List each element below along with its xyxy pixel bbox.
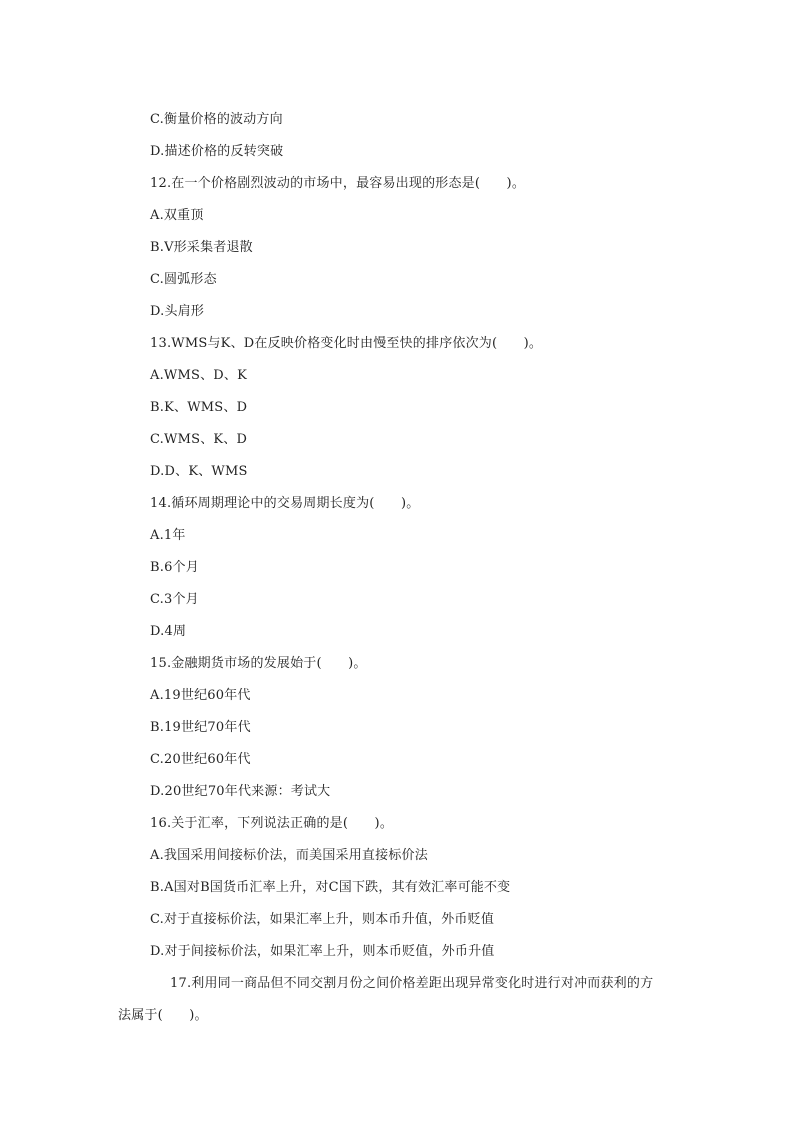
option-d-q16: D.对于间接标价法，如果汇率上升，则本币贬值，外币升值 bbox=[150, 944, 495, 959]
option-a-q14: A.1年 bbox=[150, 528, 186, 543]
question-17: 17.利用同一商品但不同交割月份之间价格差距出现异常变化时进行对冲而获利的方 bbox=[170, 976, 654, 991]
option-b-q15: B.19世纪70年代 bbox=[150, 720, 251, 735]
option-d-q12: D.头肩形 bbox=[150, 304, 205, 319]
option-b-q12: B.V形采集者退散 bbox=[150, 240, 253, 255]
question-16: 16.关于汇率，下列说法正确的是( )。 bbox=[150, 816, 394, 831]
option-d-q15: D.20世纪70年代来源：考试大 bbox=[150, 784, 331, 799]
question-17-continued: 法属于( )。 bbox=[118, 1008, 208, 1023]
option-a-q12: A.双重顶 bbox=[150, 208, 204, 223]
option-a-q13: A.WMS、D、K bbox=[150, 368, 248, 383]
option-c-q12: C.圆弧形态 bbox=[150, 272, 217, 287]
option-c-q13: C.WMS、K、D bbox=[150, 432, 248, 447]
question-14: 14.循环周期理论中的交易周期长度为( )。 bbox=[150, 496, 420, 511]
option-a-q15: A.19世纪60年代 bbox=[150, 688, 251, 703]
option-a-q16: A.我国采用间接标价法，而美国采用直接标价法 bbox=[150, 848, 428, 863]
question-12: 12.在一个价格剧烈波动的市场中，最容易出现的形态是( )。 bbox=[150, 176, 526, 191]
option-d-q11: D.描述价格的反转突破 bbox=[150, 144, 284, 159]
option-c-q14: C.3个月 bbox=[150, 592, 199, 607]
option-b-q13: B.K、WMS、D bbox=[150, 400, 248, 415]
question-15: 15.金融期货市场的发展始于( )。 bbox=[150, 656, 367, 671]
option-d-q13: D.D、K、WMS bbox=[150, 464, 248, 479]
option-c-q11: C.衡量价格的波动方向 bbox=[150, 112, 283, 127]
option-c-q15: C.20世纪60年代 bbox=[150, 752, 251, 767]
question-13: 13.WMS与K、D在反映价格变化时由慢至快的排序依次为( )。 bbox=[150, 336, 543, 351]
option-b-q16: B.A国对B国货币汇率上升，对C国下跌，其有效汇率可能不变 bbox=[150, 880, 511, 895]
option-c-q16: C.对于直接标价法，如果汇率上升，则本币升值，外币贬值 bbox=[150, 912, 495, 927]
option-b-q14: B.6个月 bbox=[150, 560, 199, 575]
option-d-q14: D.4周 bbox=[150, 624, 187, 639]
